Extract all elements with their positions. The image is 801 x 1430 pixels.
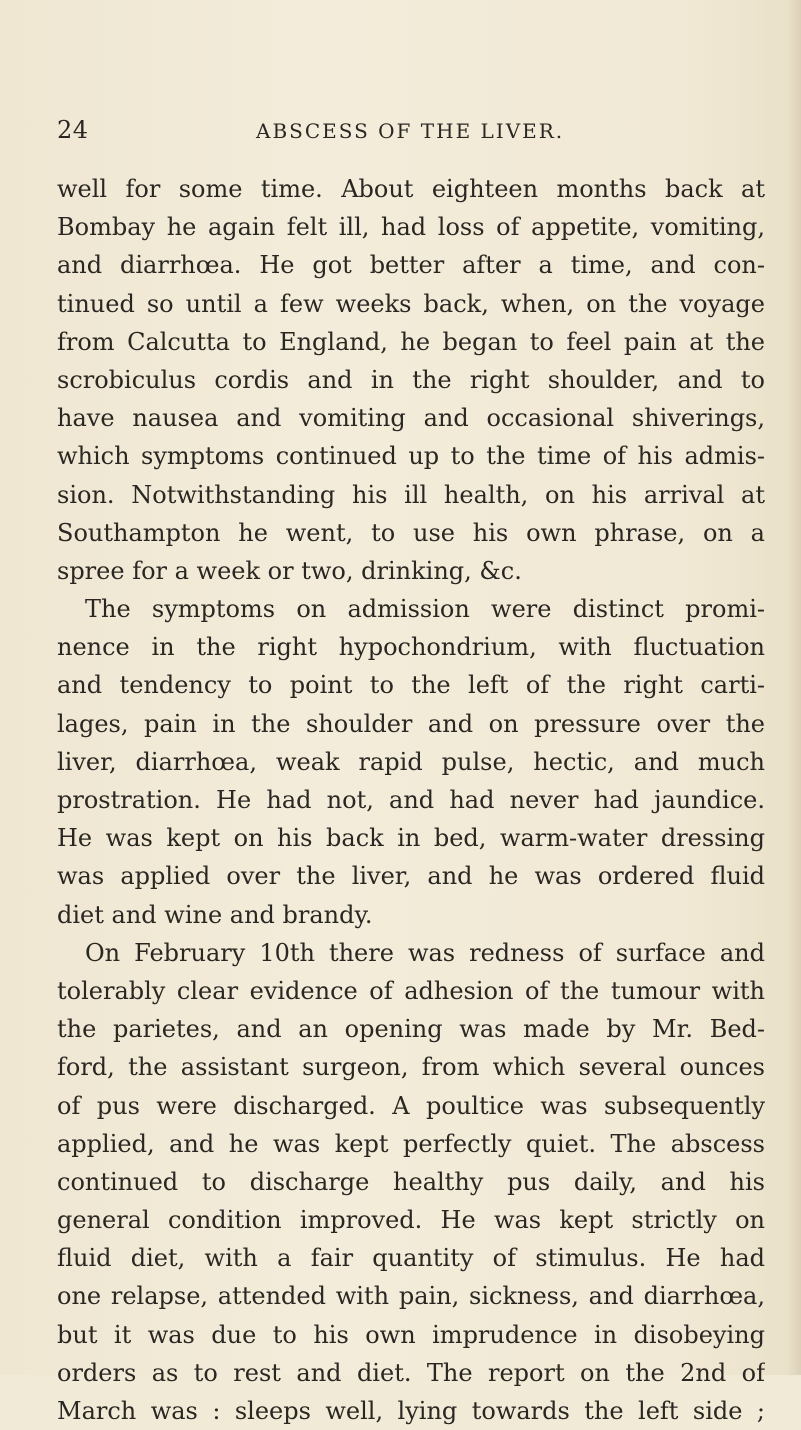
text-line: Southampton he went, to use his own phrase, on a [57,518,765,547]
text-line: diet and wine and brandy. [57,900,373,929]
body-text [57,170,765,1430]
text-line: liver, diarrhœa, weak rapid pulse, hectic, and much [57,747,765,776]
text-line: He was kept on his back in bed, warm-water dressing [57,824,765,853]
text-line: the parietes, and an opening was made by Mr. Bed- [57,1015,765,1044]
text-line: from Calcutta to England, he began to feel pain at the [57,327,765,356]
text-line: prostration. He had not, and had never had jaundice. [57,786,765,814]
text-line: which symptoms continued up to the time of his admis- [57,442,765,471]
text-line: and diarrhœa. He got better after a time, and con- [57,251,765,280]
page-number: 24 [57,116,89,144]
text-line: general condition improved. He was kept strictly on [57,1206,765,1235]
text-line: but it was due to his own imprudence in disobeying [57,1320,765,1349]
text-line: well for some time. About eighteen months back at [57,175,765,203]
text-line: scrobiculus cordis and in the right shoulder, and to [57,365,765,394]
text-line: and tendency to point to the left of the right carti- [57,671,765,700]
text-line: fluid diet, with a fair quantity of stimulus. He had [57,1244,765,1273]
text-line: have nausea and vomiting and occasional shiverings, [57,404,765,433]
running-head: ABSCESS OF THE LIVER. [256,119,565,143]
text-line: one relapse, attended with pain, sickness, and diarrhœa, [57,1282,765,1311]
text-line: The symptoms on admission were distinct promi- [85,595,765,624]
text-line: Bombay he again felt ill, had loss of appetite, vomiting, [57,213,765,242]
text-line: of pus were discharged. A poultice was subsequently [57,1091,765,1120]
text-line: tolerably clear evidence of adhesion of the tumour with [57,976,765,1005]
text-line: was applied over the liver, and he was ordered fluid [57,862,765,891]
text-line: continued to discharge healthy pus daily, and his [57,1167,765,1196]
text-line: On February 10th there was redness of surface and [85,938,765,967]
text-line: lages, pain in the shoulder and on pressure over the [57,709,765,738]
text-line: spree for a week or two, drinking, &c. [57,556,522,585]
text-line: ford, the assistant surgeon, from which several ounces [57,1053,765,1082]
text-line: tinued so until a few weeks back, when, on the voyage [57,289,765,318]
page-edge-shadow [787,0,801,1375]
text-line: sion. Notwithstanding his ill health, on his arrival at [57,480,765,509]
text-line: nence in the right hypochondrium, with fluctuation [57,633,765,662]
text-line: March was : sleeps well, lying towards the left side ; [57,1397,765,1425]
text-line: orders as to rest and diet. The report on the 2nd of [57,1358,765,1387]
page-header [0,116,801,146]
text-line: applied, and he was kept perfectly quiet. The abscess [57,1129,765,1158]
